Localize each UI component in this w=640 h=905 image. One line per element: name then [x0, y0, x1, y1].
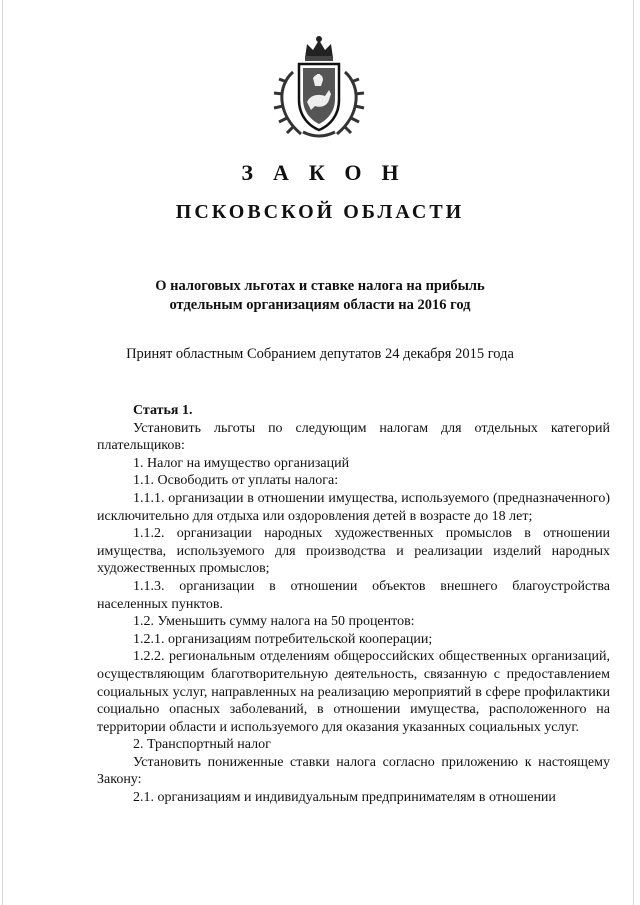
article-paragraph: 2.1. организациям и индивидуальным предпринимателям в отношении — [133, 790, 556, 806]
article-paragraph: 1.1.3. организации в отношении объектов внешнего благоустройства населенных пунктов. — [97, 578, 610, 612]
adoption-statement: Принят областным Собранием депутатов 24 декабря 2015 года — [126, 346, 514, 362]
article-paragraph: 2. Транспортный налог — [133, 737, 271, 753]
coat-of-arms-icon — [263, 34, 375, 142]
law-subject-line-2: отдельным организациям области на 2016 год — [169, 297, 471, 313]
scan-left-edge — [2, 0, 3, 905]
document-type-heading: ЗАКОН — [241, 160, 419, 185]
article-paragraph: Установить пониженные ставки налога согласно приложению к настоящему Закону: — [97, 754, 610, 788]
article-heading: Статья 1. — [133, 403, 193, 418]
article-paragraph: 1.1.2. организации народных художественных промыслов в отношении имущества, используемого для производства и реализации изделий народных художественных промыслов; — [97, 526, 610, 577]
scan-right-edge — [633, 0, 634, 905]
article-paragraph: 1.1. Освободить от уплаты налога: — [133, 473, 339, 489]
region-heading: ПСКОВСКОЙ ОБЛАСТИ — [175, 201, 465, 223]
law-body — [97, 402, 610, 807]
article-paragraph: 1.1.1. организации в отношении имущества, используемого (предназначенного) исключительно для отдыха или оздоровления детей в возрасте до 18 лет; — [97, 490, 610, 524]
article-paragraph: 1.2. Уменьшить сумму налога на 50 процентов: — [133, 614, 415, 630]
law-subject-line-1: О налоговых льготах и ставке налога на прибыль — [155, 278, 485, 294]
law-subject-title — [0, 277, 640, 315]
article-paragraph: 1.2.2. региональным отделениям общероссийских общественных организаций, осуществляющим благотворительную деятельность, связанную с предоставлением социальных услуг, направленных на реализацию мероприятий в сфере профилактики социально опасных заболеваний, в отношении имущества, расположенного на территории области и используемого для оказания указанных социальных услуг. — [97, 649, 610, 735]
article-paragraph: 1.2.1. организациям потребительской кооперации; — [133, 631, 433, 647]
article-paragraph: 1. Налог на имущество организаций — [133, 455, 350, 471]
article-paragraph: Установить льготы по следующим налогам для отдельных категорий плательщиков: — [97, 420, 610, 454]
